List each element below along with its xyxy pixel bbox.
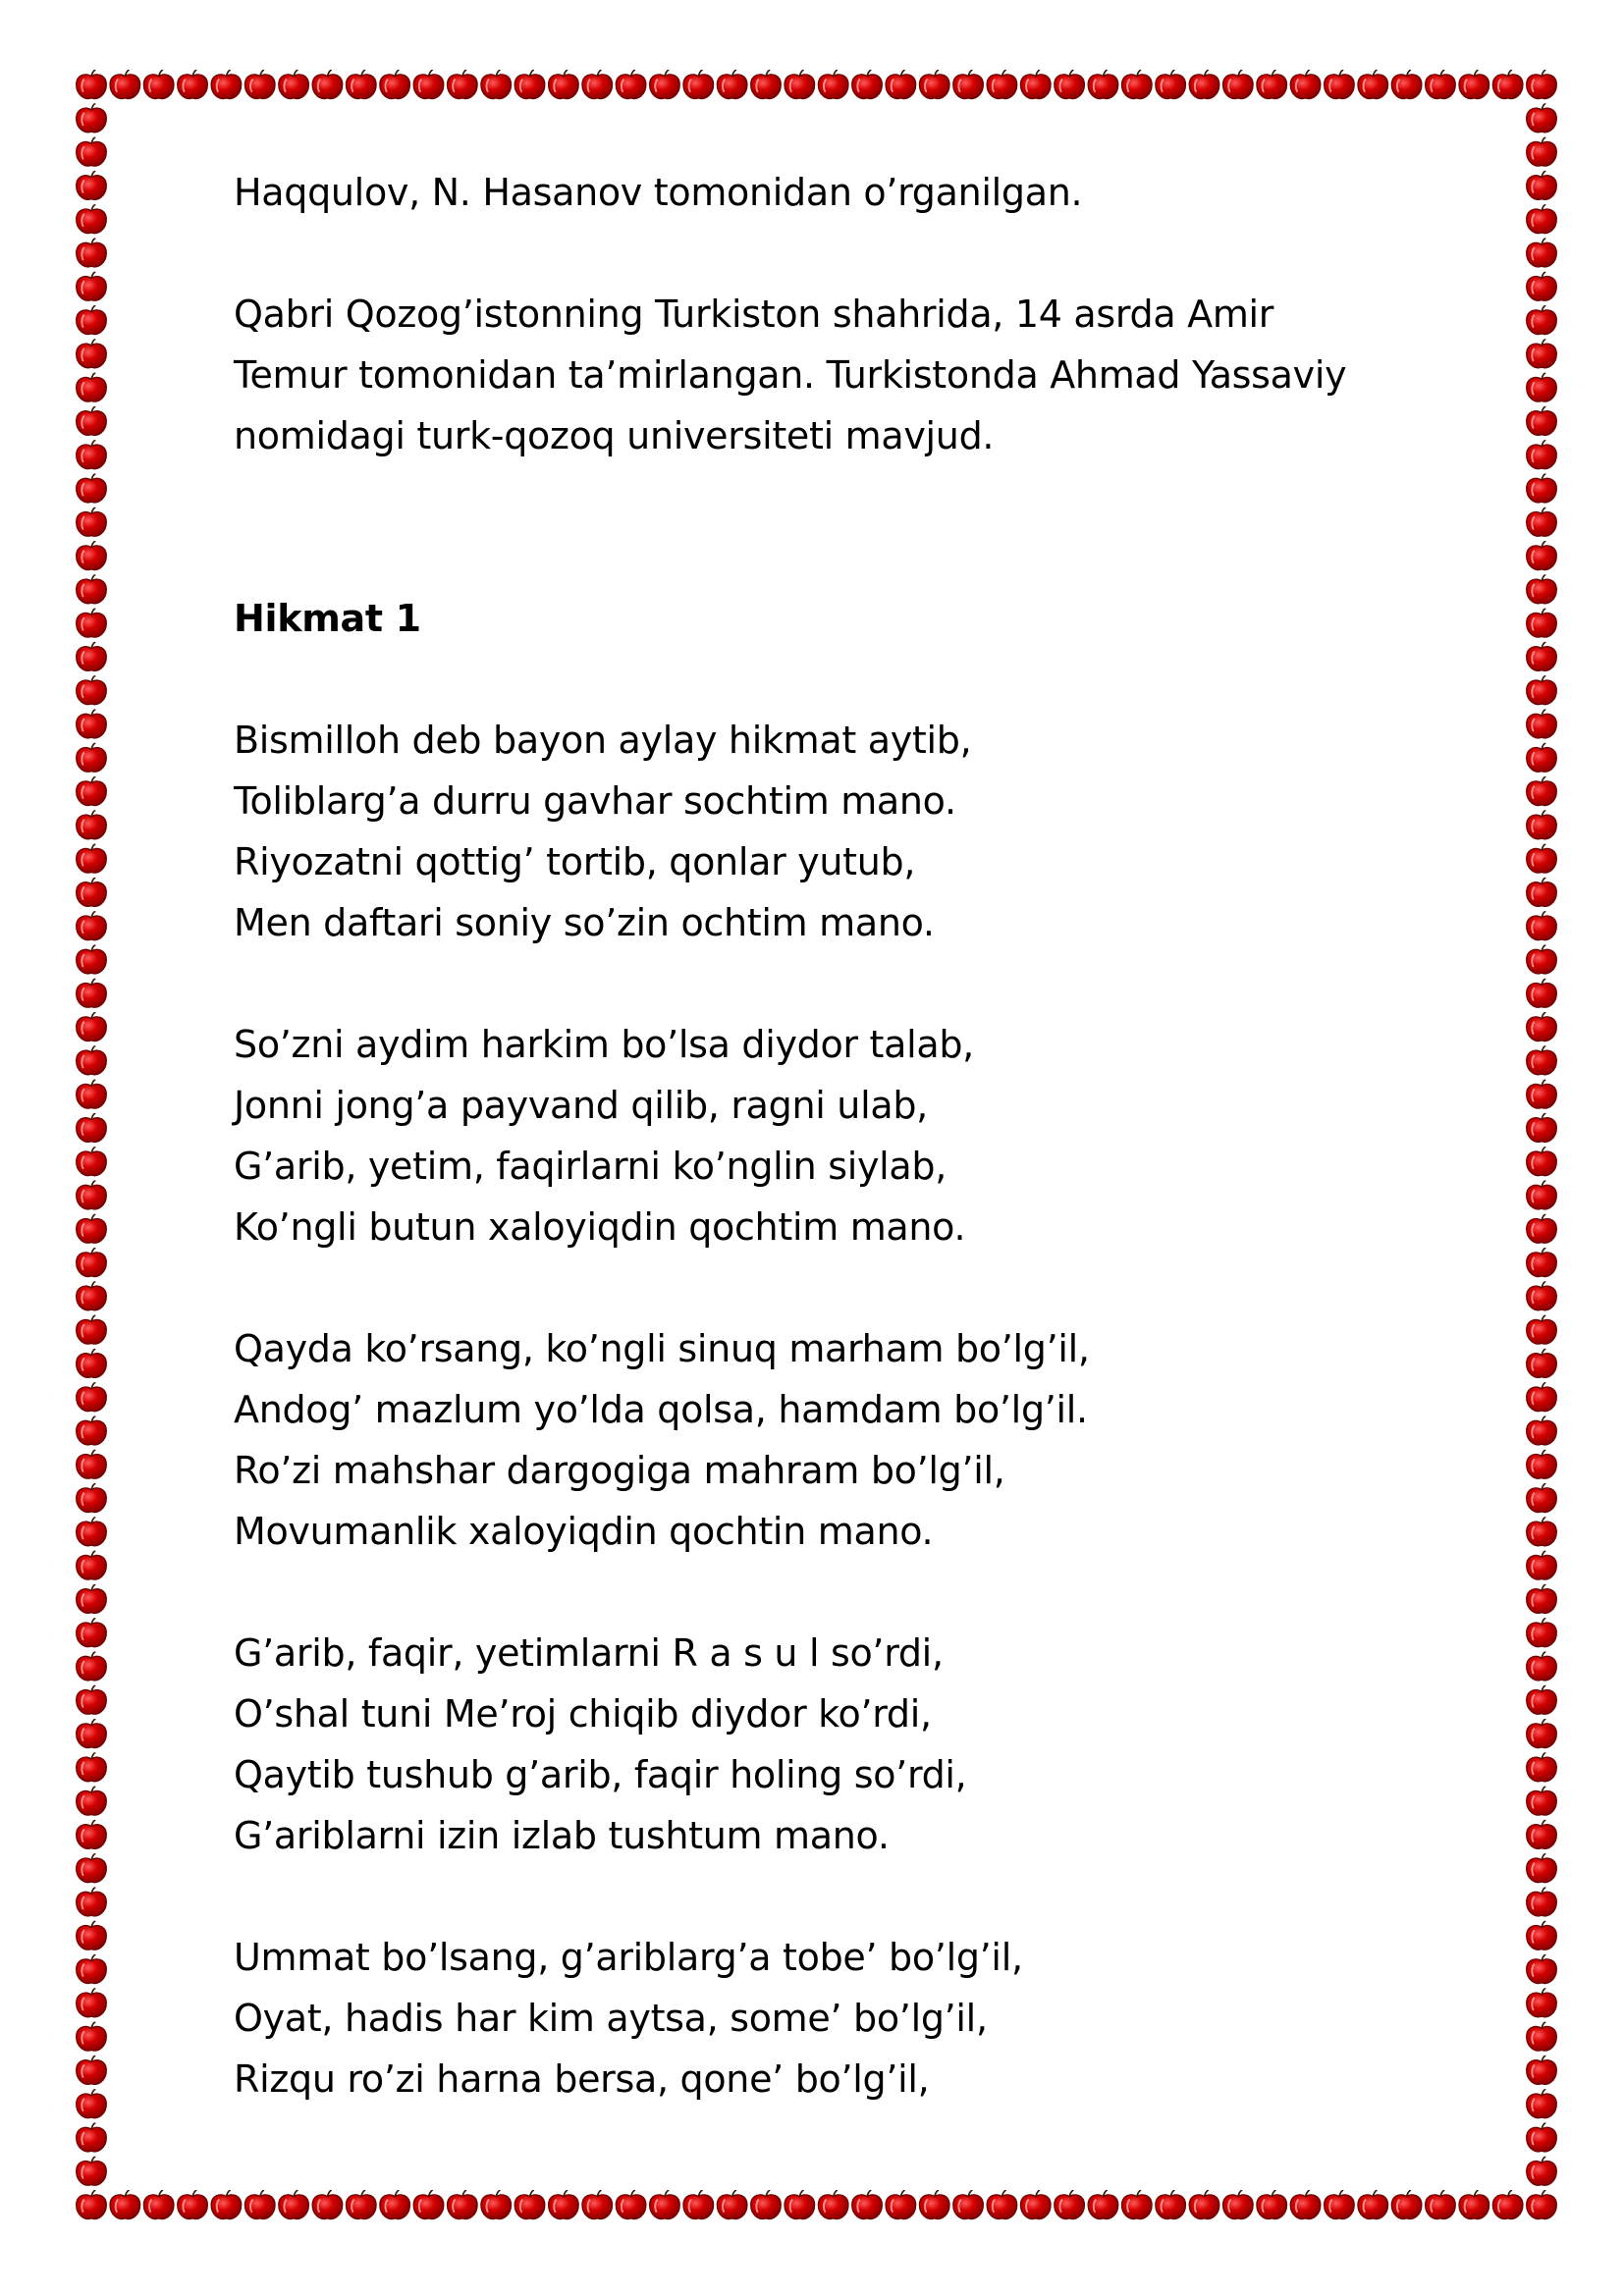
stanza-4 (234, 1623, 1510, 1866)
poem-line: O’shal tuni Me’roj chiqib diydor ko’rdi, (234, 1692, 932, 1735)
apple-icon (143, 70, 174, 98)
apple-icon (77, 1214, 107, 1243)
stanza-5 (234, 1927, 1510, 2109)
apple-icon (1527, 406, 1557, 435)
poem-line: Jonni jong’a payvand qilib, ragni ulab, (234, 1084, 928, 1127)
apple-icon (987, 70, 1017, 98)
apple-icon (1527, 844, 1557, 873)
apple-icon (1527, 1685, 1557, 1714)
apple-icon (1527, 1651, 1557, 1680)
apple-icon (1527, 944, 1557, 973)
apple-icon (1527, 911, 1557, 939)
apple-icon (77, 1651, 107, 1680)
intro-paragraph-line: nomidagi turk-qozoq universiteti mavjud. (234, 414, 995, 457)
apple-icon (77, 609, 107, 637)
apple-icon (481, 70, 512, 98)
apple-icon (1527, 1281, 1557, 1309)
stanza-3 (234, 1318, 1510, 1562)
apple-icon (717, 2190, 747, 2218)
apple-icon (953, 70, 984, 98)
apple-icon (1527, 1787, 1557, 1815)
apple-icon (683, 2190, 714, 2218)
apple-icon (77, 810, 107, 838)
apple-icon (77, 1719, 107, 1747)
apple-icon (1527, 1214, 1557, 1243)
apple-icon (77, 1180, 107, 1208)
apple-icon (650, 2190, 680, 2218)
apple-icon (1527, 1147, 1557, 1175)
apple-icon (886, 70, 916, 98)
intro-paragraph-line: Temur tomonidan ta’mirlangan. Turkistonda Ahmad Yassaviy (234, 353, 1347, 397)
poem-line: Men daftari soniy so’zin ochtim mano. (234, 901, 935, 944)
apple-icon (77, 1349, 107, 1377)
apple-icon (77, 1483, 107, 1512)
apple-icon (77, 305, 107, 334)
intro-paragraph (234, 284, 1510, 466)
apple-icon (1257, 2190, 1287, 2218)
apple-icon (650, 70, 680, 98)
apple-icon (77, 1887, 107, 1915)
apple-icon (1527, 1012, 1557, 1041)
apple-icon (77, 878, 107, 906)
poem-line: Bismilloh deb bayon aylay hikmat aytib, (234, 719, 972, 762)
apple-icon (1527, 1382, 1557, 1411)
apple-icon (77, 1551, 107, 1579)
apple-icon (279, 70, 309, 98)
apple-icon (211, 2190, 242, 2218)
apple-icon (1527, 305, 1557, 334)
poem-line: Ro’zi mahshar dargogiga mahram bo’lg’il, (234, 1449, 1005, 1492)
apple-icon (1527, 1517, 1557, 1545)
apple-icon (1156, 70, 1186, 98)
apple-icon (751, 2190, 782, 2218)
intro-block (234, 162, 1510, 223)
apple-icon (616, 2190, 646, 2218)
apple-icon (77, 2089, 107, 2117)
poem-line: G’arib, faqir, yetimlarni R a s u l so’rdi, (234, 1631, 944, 1675)
apple-icon (1527, 1887, 1557, 1915)
apple-icon (1527, 1618, 1557, 1646)
apple-icon (178, 2190, 208, 2218)
apple-icon (1527, 709, 1557, 737)
stanza-2 (234, 1014, 1510, 1257)
poem-line: Toliblarg’a durru gavhar sochtim mano. (234, 779, 956, 823)
apple-icon (77, 1685, 107, 1714)
apple-icon (514, 2190, 545, 2218)
apple-icon (77, 473, 107, 502)
apple-icon (1527, 2157, 1557, 2185)
apple-icon (1527, 1349, 1557, 1377)
apple-icon (1459, 2190, 1489, 2218)
apple-icon (1527, 1415, 1557, 1444)
apple-icon (1527, 272, 1557, 300)
apple-icon (751, 70, 782, 98)
apple-icon (77, 272, 107, 300)
apple-icon (582, 2190, 613, 2218)
apple-icon (77, 1988, 107, 2016)
stanza-1 (234, 710, 1510, 953)
apple-icon (886, 2190, 916, 2218)
apple-icon (1325, 70, 1355, 98)
apple-icon (1527, 204, 1557, 233)
poem-line: Rizqu ro’zi harna bersa, qone’ bo’lg’il, (234, 2057, 930, 2101)
apple-icon (1527, 473, 1557, 502)
apple-icon (77, 1147, 107, 1175)
apple-icon (77, 1954, 107, 1983)
apple-icon (244, 2190, 275, 2218)
apple-icon (77, 1853, 107, 1882)
apple-icon (1527, 776, 1557, 805)
apple-icon (77, 339, 107, 367)
apple-icon (413, 2190, 444, 2218)
apple-icon (77, 2056, 107, 2084)
apple-icon (77, 70, 107, 98)
apple-icon (178, 70, 208, 98)
poem-line: Qayda ko’rsang, ko’ngli sinuq marham bo’lg’il, (234, 1327, 1090, 1370)
apple-icon (1527, 609, 1557, 637)
apple-icon (1527, 1315, 1557, 1344)
apple-icon (77, 1752, 107, 1781)
poem-line: Oyat, hadis har kim aytsa, some’ bo’lg’il, (234, 1997, 988, 2040)
poem-heading: Hikmat 1 (234, 597, 421, 640)
poem-line: Ummat bo’lsang, g’ariblarg’a tobe’ bo’lg’il, (234, 1936, 1023, 1979)
poem-line: Riyozatni qottig’ tortib, qonlar yutub, (234, 840, 916, 883)
apple-icon (549, 2190, 579, 2218)
apple-icon (77, 776, 107, 805)
spacer (234, 527, 1510, 588)
apple-icon (77, 743, 107, 772)
apple-icon (77, 1787, 107, 1815)
apple-icon (77, 911, 107, 939)
apple-icon (77, 1113, 107, 1142)
apple-icon (1088, 70, 1118, 98)
apple-icon (1527, 642, 1557, 670)
apple-icon (852, 70, 883, 98)
apple-icon (1527, 137, 1557, 166)
apple-icon (1055, 2190, 1085, 2218)
apple-icon (1527, 878, 1557, 906)
apple-icon (77, 1584, 107, 1613)
apple-icon (1189, 2190, 1219, 2218)
apple-icon (1527, 1180, 1557, 1208)
apple-icon (1290, 70, 1321, 98)
apple-icon (380, 70, 410, 98)
apple-icon (77, 979, 107, 1007)
apple-icon (77, 1012, 107, 1041)
apple-icon (1527, 1954, 1557, 1983)
apple-icon (1527, 339, 1557, 367)
apple-icon (1527, 2022, 1557, 2051)
apple-icon (1527, 2190, 1557, 2218)
apple-icon (77, 204, 107, 233)
apple-icon (1527, 1450, 1557, 1478)
apple-icon (616, 70, 646, 98)
apple-icon (919, 70, 949, 98)
apple-icon (818, 70, 848, 98)
apple-icon (1527, 70, 1557, 98)
apple-icon (1527, 440, 1557, 468)
apple-icon (77, 1921, 107, 1949)
apple-icon (77, 171, 107, 199)
apple-icon (1527, 1853, 1557, 1882)
apple-icon (1527, 1752, 1557, 1781)
apple-icon (1527, 2056, 1557, 2084)
apple-icon (279, 2190, 309, 2218)
intro-line: Haqqulov, N. Hasanov tomonidan o’rganilgan. (234, 171, 1083, 214)
apple-icon (77, 103, 107, 132)
apple-icon (77, 1820, 107, 1848)
apple-icon (1527, 1248, 1557, 1276)
apple-icon (1358, 70, 1388, 98)
apple-icon (852, 2190, 883, 2218)
apple-icon (1290, 2190, 1321, 2218)
apple-icon (413, 70, 444, 98)
apple-icon (77, 440, 107, 468)
apple-icon (448, 2190, 478, 2218)
apple-icon (1391, 70, 1422, 98)
apple-icon (549, 70, 579, 98)
apple-icon (1527, 1045, 1557, 1074)
apple-icon (1020, 70, 1051, 98)
apple-icon (1156, 2190, 1186, 2218)
apple-icon (77, 2022, 107, 2051)
apple-icon (1527, 1921, 1557, 1949)
apple-icon (77, 2157, 107, 2185)
heading-block (234, 588, 1510, 649)
apple-icon (1527, 1113, 1557, 1142)
apple-icon (143, 2190, 174, 2218)
apple-icon (987, 2190, 1017, 2218)
apple-icon (77, 1415, 107, 1444)
apple-icon (77, 1281, 107, 1309)
poem-line: Ko’ngli butun xaloyiqdin qochtim mano. (234, 1205, 966, 1249)
apple-icon (346, 2190, 376, 2218)
apple-icon (346, 70, 376, 98)
apple-icon (1527, 675, 1557, 704)
apple-icon (77, 1080, 107, 1108)
apple-icon (1527, 1988, 1557, 2016)
apple-icon (1223, 2190, 1254, 2218)
apple-icon (1492, 2190, 1523, 2218)
apple-icon (1527, 1820, 1557, 1848)
apple-icon (77, 238, 107, 266)
apple-icon (211, 70, 242, 98)
apple-icon (1358, 2190, 1388, 2218)
apple-icon (717, 70, 747, 98)
apple-icon (77, 1248, 107, 1276)
poem-line: Andog’ mazlum yo’lda qolsa, hamdam bo’lg’il. (234, 1388, 1088, 1431)
apple-icon (1391, 2190, 1422, 2218)
poem-line: G’arib, yetim, faqirlarni ko’nglin siylab, (234, 1145, 947, 1188)
apple-icon (1527, 238, 1557, 266)
apple-icon (1459, 70, 1489, 98)
apple-icon (77, 944, 107, 973)
apple-icon (312, 70, 343, 98)
apple-icon (1527, 1483, 1557, 1512)
apple-icon (1020, 2190, 1051, 2218)
apple-icon (1527, 2089, 1557, 2117)
apple-icon (110, 2190, 140, 2218)
apple-icon (77, 1315, 107, 1344)
apple-icon (1325, 2190, 1355, 2218)
apple-icon (77, 709, 107, 737)
apple-icon (1492, 70, 1523, 98)
apple-icon (481, 2190, 512, 2218)
apple-icon (244, 70, 275, 98)
apple-icon (312, 2190, 343, 2218)
apple-icon (110, 70, 140, 98)
apple-icon (1527, 507, 1557, 536)
apple-icon (77, 137, 107, 166)
intro-paragraph-line: Qabri Qozog’istonning Turkiston shahrida, 14 asrda Amir (234, 293, 1274, 336)
apple-icon (1527, 2122, 1557, 2151)
apple-icon (1527, 171, 1557, 199)
apple-icon (77, 574, 107, 603)
apple-icon (77, 2190, 107, 2218)
apple-icon (77, 844, 107, 873)
apple-icon (1527, 574, 1557, 603)
apple-icon (1527, 541, 1557, 569)
apple-icon (77, 373, 107, 401)
apple-icon (77, 406, 107, 435)
apple-icon (1527, 373, 1557, 401)
apple-icon (77, 1618, 107, 1646)
apple-icon (1426, 2190, 1456, 2218)
apple-icon (77, 2122, 107, 2151)
apple-icon (1527, 979, 1557, 1007)
apple-icon (1527, 103, 1557, 132)
apple-icon (582, 70, 613, 98)
poem-line: Movumanlik xaloyiqdin qochtin mano. (234, 1510, 934, 1553)
apple-icon (1527, 1584, 1557, 1613)
apple-icon (1122, 70, 1153, 98)
apple-icon (1055, 70, 1085, 98)
apple-icon (77, 541, 107, 569)
apple-icon (785, 2190, 815, 2218)
apple-icon (1527, 1719, 1557, 1747)
apple-icon (919, 2190, 949, 2218)
apple-icon (77, 1045, 107, 1074)
apple-icon (77, 1450, 107, 1478)
apple-icon (1426, 70, 1456, 98)
apple-icon (77, 675, 107, 704)
poem-line: Qaytib tushub g’arib, faqir holing so’rdi, (234, 1753, 967, 1796)
apple-icon (683, 70, 714, 98)
poem-line: G’ariblarni izin izlab tushtum mano. (234, 1814, 890, 1857)
apple-icon (1223, 70, 1254, 98)
apple-icon (77, 507, 107, 536)
apple-icon (77, 642, 107, 670)
apple-icon (1088, 2190, 1118, 2218)
document-body (234, 162, 1510, 2109)
apple-icon (1527, 810, 1557, 838)
apple-icon (1527, 1551, 1557, 1579)
apple-icon (1527, 1080, 1557, 1108)
apple-icon (514, 70, 545, 98)
apple-icon (77, 1382, 107, 1411)
apple-icon (448, 70, 478, 98)
apple-icon (1527, 743, 1557, 772)
apple-icon (785, 70, 815, 98)
apple-icon (77, 1517, 107, 1545)
apple-icon (953, 2190, 984, 2218)
apple-icon (380, 2190, 410, 2218)
apple-icon (1257, 70, 1287, 98)
apple-icon (818, 2190, 848, 2218)
apple-icon (1122, 2190, 1153, 2218)
apple-icon (1189, 70, 1219, 98)
poem-line: So’zni aydim harkim bo’lsa diydor talab, (234, 1023, 974, 1066)
